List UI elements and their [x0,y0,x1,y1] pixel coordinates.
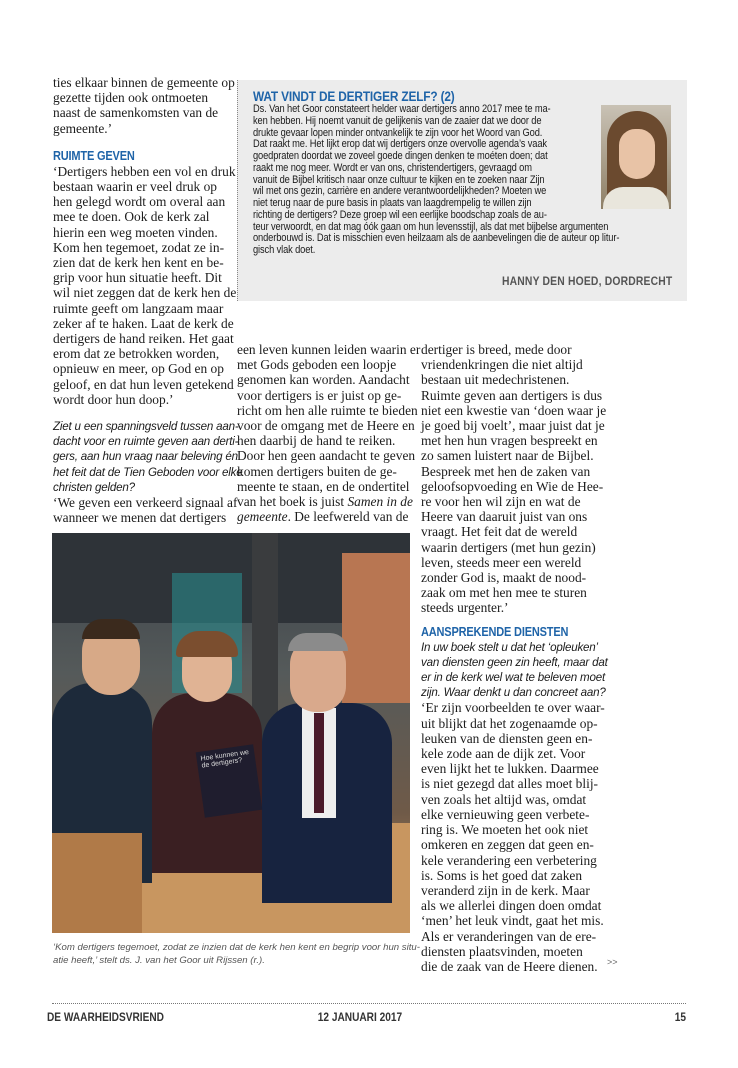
text-line: raakt me nog meer. Wordt er van ons, christendertigers, gevraagd om [253,161,532,174]
text-line: bestaan waarin er veel druk op [53,179,217,195]
text-line: gemeente.’ [53,120,113,136]
text-line: komen dertigers buiten de ge- [237,463,397,479]
text-line: naast de samenkomsten van de [53,105,219,121]
text-line: dertigers de hand reiken. Het gaat [53,331,234,347]
footer-publication: DE WAARHEIDSVRIEND [47,1012,164,1024]
text-line: een leven kunnen leiden waarin er [237,342,421,357]
section-heading: AANSPREKENDE DIENSTEN [421,624,569,639]
footer-date: 12 JANUARI 2017 [317,1012,403,1024]
text-line: leuken van de diensten geen en- [421,730,593,746]
text-line [237,509,413,524]
continue-mark: >> [607,957,618,967]
text-line: ‘Er zijn voorbeelden te over waar- [421,700,605,716]
text-line: is. Soms is het goed dat zaken [421,867,583,883]
footer-divider [52,1003,686,1004]
text-line: erom dat ze betrokken worden, [53,346,220,362]
text-line: gers, aan hun vraag naar beleving én [53,450,238,464]
text-line: als we allerlei dingen doen omdat [421,898,602,914]
page-number: 15 [674,1012,687,1024]
paragraph [53,163,237,407]
text-line: teur verwoordt, en dat mag óók gaan om hun levensstijl, als dat met bijbelse argumenten [253,220,609,233]
text-line: ruimte geeft om langzaam maar [53,300,224,316]
text: . De leefwereld van de [287,509,409,525]
text-line: dertiger is breed, mede door [421,342,572,357]
text-line: wordt door hun doop.’ [53,391,174,407]
book [196,744,263,817]
text-line: ven zoals het altijd was, omdat [421,791,587,807]
text-line: er in de kerk wel wat te beleven moet [421,671,605,685]
text-line: geloofsopvoeding en Wie de Hee- [421,478,604,494]
text-line: hen daarbij de hand te reiken. [237,433,396,449]
text-line [237,494,413,509]
text-line: Als er veranderingen van de ere- [421,928,597,944]
text-line: Ds. Van het Goor constateert helder waar dertigers anno 2017 mee te ma- [253,103,551,115]
text-line: zeker af te haken. Laat de kerk de [53,315,234,331]
text-line: je goed bij voelt’, maar juist dat je [421,418,605,434]
left-column [53,75,243,526]
book-subtitle: gemeente [237,509,288,525]
text-line: zijn. Waar denkt u dan concreet aan? [421,686,606,700]
paragraph [421,700,613,974]
text-line: Dat raakt me. Het lijkt erop dat wij dertigers onze overvolle agenda’s vaak [253,138,547,151]
text-line: voor dertigers is er juist op ge- [237,387,402,403]
text-line: kele zode aan de dijk zet. Voor [421,746,586,762]
box-heading: WAT VINDT DE DERTIGER ZELF? (2) [253,89,455,104]
text-line: het feit dat de Tien Geboden voor elke [53,465,243,479]
text-line: onderbouwd is. Dat is misschien even heilzaam als de aanbevelingen die de auteur op litur- [253,232,620,245]
text-line: waarin dertigers (met hun gezin) [421,539,596,555]
text-line: wil niet zeggen dat de kerk hen de [53,285,237,301]
text-line: gezette tijden ook ontmoeten [53,90,209,106]
text-line: niet een kwestie van ‘doen waar je [421,402,607,418]
text-line: richting de dertigers? Deze groep wil een eerlijke boodschap zoals de au- [253,208,547,221]
right-column [421,342,613,974]
text-line: van diensten geen zin heeft, maar dat [421,655,608,669]
text-line: In uw boek stelt u dat het ‘opleuken’ [421,640,598,654]
text-line: drukte gevaar lopen minder ontvankelijk te zijn voor het Woord van God. [253,126,543,139]
text-line: steeds urgenter.’ [421,600,509,616]
text-line: vriendenkringen die niet altijd [421,357,583,373]
book-title: Hoe kunnen we de dertigers? [200,748,250,770]
text-line: omkeren en zeggen dat geen en- [421,837,594,853]
text-line: is niet gezegd dat alles moet blij- [421,776,599,792]
text-line: met hen hun vragen bespreekt en [421,433,598,449]
text-line: veranderd zijn in de kerk. Maar [421,882,590,898]
text-line: ‘Kom dertigers tegemoet, zodat ze inzien dat de kerk hen kent en begrip voor hun situ- [53,942,420,953]
portrait-photo [601,105,671,209]
section-heading: RUIMTE GEVEN [53,148,135,163]
text-line: gisch vlak doet. [253,244,316,256]
photo-caption [53,941,420,968]
text-line: vanuit de Bijbel kritisch naar onze cultuur te kijken en te zoeken naar Zijn [253,173,545,186]
text-line: atie heeft,’ stelt ds. J. van het Goor uit Rijssen (r.). [53,955,265,967]
text-line: zonder God is, maakt de nood- [421,570,587,586]
text-line: goedpraten doordat we zoveel goede dingen denken te moéten doen; dat [253,150,548,162]
paragraph [237,342,421,494]
text-line: leven, steeds meer een wereld [421,554,582,570]
text-line: genomen kan worden. Aandacht [237,372,410,388]
text-line: ties elkaar binnen de gemeente op [53,75,235,90]
middle-column [237,342,421,525]
text-line: uit blijkt dat het zogenaamde op- [421,715,598,731]
text-line: even lijkt het te lukken. Daarmee [421,761,599,777]
text-line: vraagt. Het feit dat de wereld [421,524,578,540]
text-line: kele verandering een verbetering [421,852,597,868]
text-line: meente te staan, en de ondertitel [237,478,410,494]
book-subtitle: Samen in de [347,494,413,510]
paragraph [53,495,238,526]
text-line: die de zaak van de Heere dienen. [421,958,598,974]
text-line: bestaan uit medechristenen. [421,372,570,388]
text-line: mee te doen. Ook de kerk zal [53,209,210,225]
text-line: hierin een weg moeten vinden. [53,224,218,240]
text-line: wanneer we menen dat dertigers [53,510,227,526]
text-line: grip voor hun situatie heeft. Dit [53,270,222,286]
text-line: geloof, en dat hun leven getekend [53,376,234,392]
text-line: ‘men’ het leuk vindt, gaat het mis. [421,913,604,929]
text-line: ken hebben. Hij noemt vanuit de gelijkenis van de zaaier dat we door de [253,114,542,127]
text-line: ‘Dertigers hebben een vol en druk [53,163,236,179]
text-line: elke vernieuwing geen verbete- [421,806,590,822]
text-line: christen gelden? [53,480,135,494]
paragraph [421,342,613,616]
paragraph [53,75,235,136]
text-line: diensten plaatsvinden, moeten [421,943,583,959]
text-line: zaak om met hen mee te sturen [421,585,587,601]
text-line: zien dat de kerk hen kent en be- [53,255,224,271]
text-line: Heere van daaruit juist van ons [421,509,588,525]
text-line: met Gods geboden een loopje [237,357,397,373]
interview-question [421,640,613,701]
text-line: niet terug naar de pure basis in plaats van laagdrempelig te willen zijn [253,197,532,209]
text-line: zo samen luistert naar de Bijbel. [421,448,594,464]
text-line: wil met ons gezin, carrière en andere verantwoordelijkheden? Moeten we [253,185,547,198]
text-line: richt om hen alle ruimte te bieden [237,402,418,418]
box-body [253,104,619,257]
text-line: Bespreek met hen de zaken van [421,463,591,479]
text: van het boek is juist [237,494,348,510]
text-line: voor de omgang met de Heere en [237,418,415,434]
text-line: Ruimte geven aan dertigers is dus [421,387,603,403]
text-line: opnieuw en meer, op God en op [53,361,224,377]
text-line: hen gelegd wordt om overal aan [53,194,226,210]
interview-question [53,419,243,495]
text-line: Door hen geen aandacht te geven [237,448,416,464]
box-signature: HANNY DEN HOED, DORDRECHT [501,276,672,288]
text-line: ‘We geven een verkeerd signaal af [53,495,238,511]
sidebar-box [237,80,687,301]
text-line: re voor hen wil zijn en wat de [421,494,581,510]
article-photo [52,533,410,933]
text-line: Ziet u een spanningsveld tussen aan- [53,420,239,434]
text-line: ring is. We moeten het ook niet [421,822,589,838]
text-line: dacht voor en ruimte geven aan derti- [53,435,239,449]
text-line: Kom hen tegemoet, zodat ze in- [53,239,225,255]
